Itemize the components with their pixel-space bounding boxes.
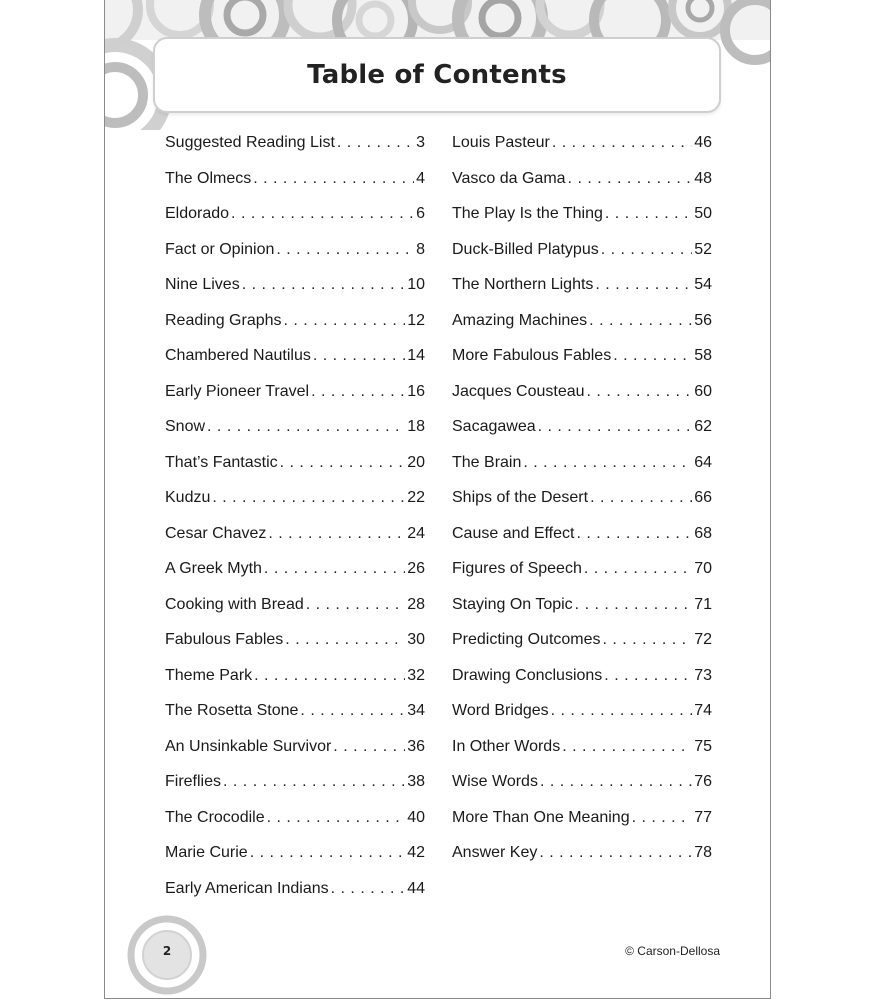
toc-entry-page: 66 [694,489,712,506]
toc-entry-title: Drawing Conclusions [452,666,603,684]
toc-entry-page: 50 [694,205,712,222]
toc-entry-title: Sacagawea [452,418,536,435]
dot-leader [562,729,692,765]
toc-entry-page: 36 [407,737,425,755]
toc-entry[interactable] [165,409,425,445]
dot-leader [604,658,692,694]
toc-entry-page: 62 [694,418,712,435]
toc-entry-page: 16 [407,382,425,400]
toc-entry-title: Early Pioneer Travel [165,382,310,400]
toc-entry-page: 26 [407,560,425,577]
dot-leader [540,764,692,800]
toc-entry[interactable] [452,232,712,268]
toc-entry-page: 58 [694,347,712,364]
toc-entry-page: 10 [407,276,425,293]
toc-entry-page: 77 [694,808,712,826]
dot-leader [584,551,692,587]
toc-entry-page: 48 [694,169,712,187]
toc-entry[interactable] [165,551,425,587]
toc-entry[interactable] [452,303,712,339]
toc-entry-title: More Than One Meaning [452,808,630,826]
toc-entry-title: More Fabulous Fables [452,347,612,364]
toc-entry-title: The Rosetta Stone [165,702,299,719]
toc-entry-title: An Unsinkable Survivor [165,737,332,755]
dot-leader [280,445,406,481]
toc-entry[interactable] [452,764,712,800]
dot-leader [331,871,406,907]
toc-entry-title: Early American Indians [165,879,329,897]
toc-entry-page: 71 [694,595,712,613]
toc-entry-page: 6 [416,205,425,222]
toc-entry-page: 22 [407,489,425,506]
title-banner [153,37,721,113]
toc-entry-page: 46 [694,134,712,151]
toc-entry[interactable] [452,445,712,481]
toc-entry-title: In Other Words [452,737,561,755]
dot-leader [231,196,414,232]
toc-entry-title: Ships of the Desert [452,489,589,506]
toc-entry[interactable] [165,232,425,268]
toc-entry-page: 20 [407,453,425,471]
toc-entry-title: The Northern Lights [452,276,594,293]
toc-entry-page: 73 [694,666,712,684]
toc-entry-page: 14 [407,347,425,364]
dot-leader [223,764,405,800]
toc-entry-title: Suggested Reading List [165,134,335,151]
page-title: Table of Contents [307,60,567,90]
toc-entry[interactable] [452,551,712,587]
toc-entry-page: 56 [694,311,712,329]
dot-leader [568,161,693,197]
toc-entry-title: Nine Lives [165,276,240,293]
toc-entry-page: 30 [407,631,425,648]
toc-entry[interactable] [165,587,425,623]
dot-leader [589,303,692,339]
toc-entry-title: Jacques Cousteau [452,382,585,400]
toc-entry-title: Vasco da Gama [452,169,566,187]
toc-entry-title: Reading Graphs [165,311,282,329]
toc-entry-title: Louis Pasteur [452,134,550,151]
toc-entry-title: Eldorado [165,205,230,222]
dot-leader [523,445,692,481]
toc-entry-page: 4 [416,169,425,187]
toc-entry-page: 8 [416,240,425,258]
toc-entry[interactable] [452,658,712,694]
toc-entry[interactable] [165,764,425,800]
toc-entry-title: Predicting Outcomes [452,631,601,648]
toc-entry-page: 72 [694,631,712,648]
toc-entry[interactable] [452,622,712,658]
toc-entry-title: Snow [165,418,206,435]
toc-entry-page: 34 [407,702,425,719]
copyright-notice: © Carson-Dellosa [625,944,720,958]
dot-leader [576,516,692,552]
dot-leader [538,409,693,445]
toc-right-column [452,125,712,871]
toc-entry-title: Word Bridges [452,702,549,719]
dot-leader [603,622,693,658]
toc-entry[interactable] [165,303,425,339]
dot-leader [207,409,405,445]
toc-entry-page: 54 [694,276,712,293]
dot-leader [242,267,406,303]
dot-leader [250,835,406,871]
toc-entry[interactable] [165,338,425,374]
toc-entry[interactable] [165,445,425,481]
toc-entry-page: 52 [694,240,712,258]
dot-leader [284,303,406,339]
toc-entry-title: Fabulous Fables [165,631,284,648]
toc-entry[interactable] [452,338,712,374]
toc-entry-page: 38 [407,773,425,790]
toc-entry[interactable] [165,729,425,765]
dot-leader [587,374,693,410]
dot-leader [306,587,405,623]
toc-entry[interactable] [165,871,425,907]
toc-entry[interactable] [452,587,712,623]
toc-entry[interactable] [452,125,712,161]
toc-entry-title: Figures of Speech [452,560,582,577]
dot-leader [575,587,693,623]
dot-leader [595,267,692,303]
toc-entry-page: 40 [407,808,425,826]
toc-entry-title: Amazing Machines [452,311,588,329]
toc-entry-page: 70 [694,560,712,577]
toc-entry-page: 75 [694,737,712,755]
dot-leader [613,338,692,374]
toc-entry[interactable] [452,480,712,516]
toc-entry-page: 44 [407,879,425,897]
toc-entry-page: 3 [416,134,425,151]
toc-entry-page: 24 [407,524,425,542]
toc-entry[interactable] [165,267,425,303]
toc-entry[interactable] [165,658,425,694]
toc-entry[interactable] [165,374,425,410]
toc-entry[interactable] [452,693,712,729]
dot-leader [285,622,405,658]
page-number: 2 [162,944,172,958]
toc-entry[interactable] [165,480,425,516]
toc-entry-title: Wise Words [452,773,538,790]
toc-entry[interactable] [452,516,712,552]
dot-leader [539,835,692,871]
toc-entry-title: The Olmecs [165,169,252,187]
dot-leader [313,338,405,374]
toc-entry[interactable] [452,196,712,232]
dot-leader [337,125,414,161]
dot-leader [268,516,405,552]
toc-entry[interactable] [452,835,712,871]
toc-entry-page: 68 [694,524,712,542]
dot-leader [254,658,405,694]
toc-entry[interactable] [165,622,425,658]
dot-leader [551,693,693,729]
toc-entry-title: Duck-Billed Platypus [452,240,599,258]
dot-leader [276,232,414,268]
toc-entry-title: The Play Is the Thing [452,205,603,222]
toc-entry-title: Fireflies [165,773,222,790]
dot-leader [632,800,693,836]
toc-entry-title: Marie Curie [165,844,248,861]
dot-leader [590,480,692,516]
toc-entry-title: Cooking with Bread [165,595,304,613]
toc-entry-title: Answer Key [452,844,538,861]
toc-entry-page: 18 [407,418,425,435]
toc-entry-title: Staying On Topic [452,595,573,613]
toc-entry[interactable] [165,125,425,161]
toc-entry-page: 76 [694,773,712,790]
toc-entry[interactable] [165,800,425,836]
toc-entry[interactable] [165,516,425,552]
toc-entry-title: Theme Park [165,666,253,684]
toc-entry-title: Chambered Nautilus [165,347,311,364]
dot-leader [300,693,405,729]
toc-left-column [165,125,425,906]
toc-entry-title: Kudzu [165,489,211,506]
dot-leader [311,374,405,410]
dot-leader [605,196,692,232]
dot-leader [253,161,414,197]
toc-entry-page: 12 [407,311,425,329]
toc-entry-page: 32 [407,666,425,684]
toc-entry-title: Cesar Chavez [165,524,267,542]
dot-leader [267,800,406,836]
toc-entry-title: A Greek Myth [165,560,262,577]
toc-entry[interactable] [165,835,425,871]
toc-entry-page: 42 [407,844,425,861]
toc-entry-title: Fact or Opinion [165,240,275,258]
dot-leader [333,729,405,765]
toc-entry-page: 28 [407,595,425,613]
dot-leader [552,125,692,161]
toc-entry-page: 74 [694,702,712,719]
toc-entry-page: 64 [694,453,712,471]
dot-leader [264,551,405,587]
toc-entry-page: 78 [694,844,712,861]
toc-entry-title: Cause and Effect [452,524,575,542]
toc-entry[interactable] [452,267,712,303]
toc-entry[interactable] [452,161,712,197]
toc-entry[interactable] [165,196,425,232]
toc-entry[interactable] [452,729,712,765]
toc-entry-title: The Crocodile [165,808,265,826]
toc-entry-title: The Brain [452,453,522,471]
toc-entry[interactable] [452,374,712,410]
toc-entry[interactable] [165,161,425,197]
dot-leader [212,480,405,516]
workbook-page [104,0,771,999]
toc-entry-page: 60 [694,382,712,400]
toc-entry[interactable] [452,409,712,445]
toc-entry[interactable] [165,693,425,729]
toc-entry-title: That’s Fantastic [165,453,278,471]
dot-leader [601,232,692,268]
toc-entry[interactable] [452,800,712,836]
